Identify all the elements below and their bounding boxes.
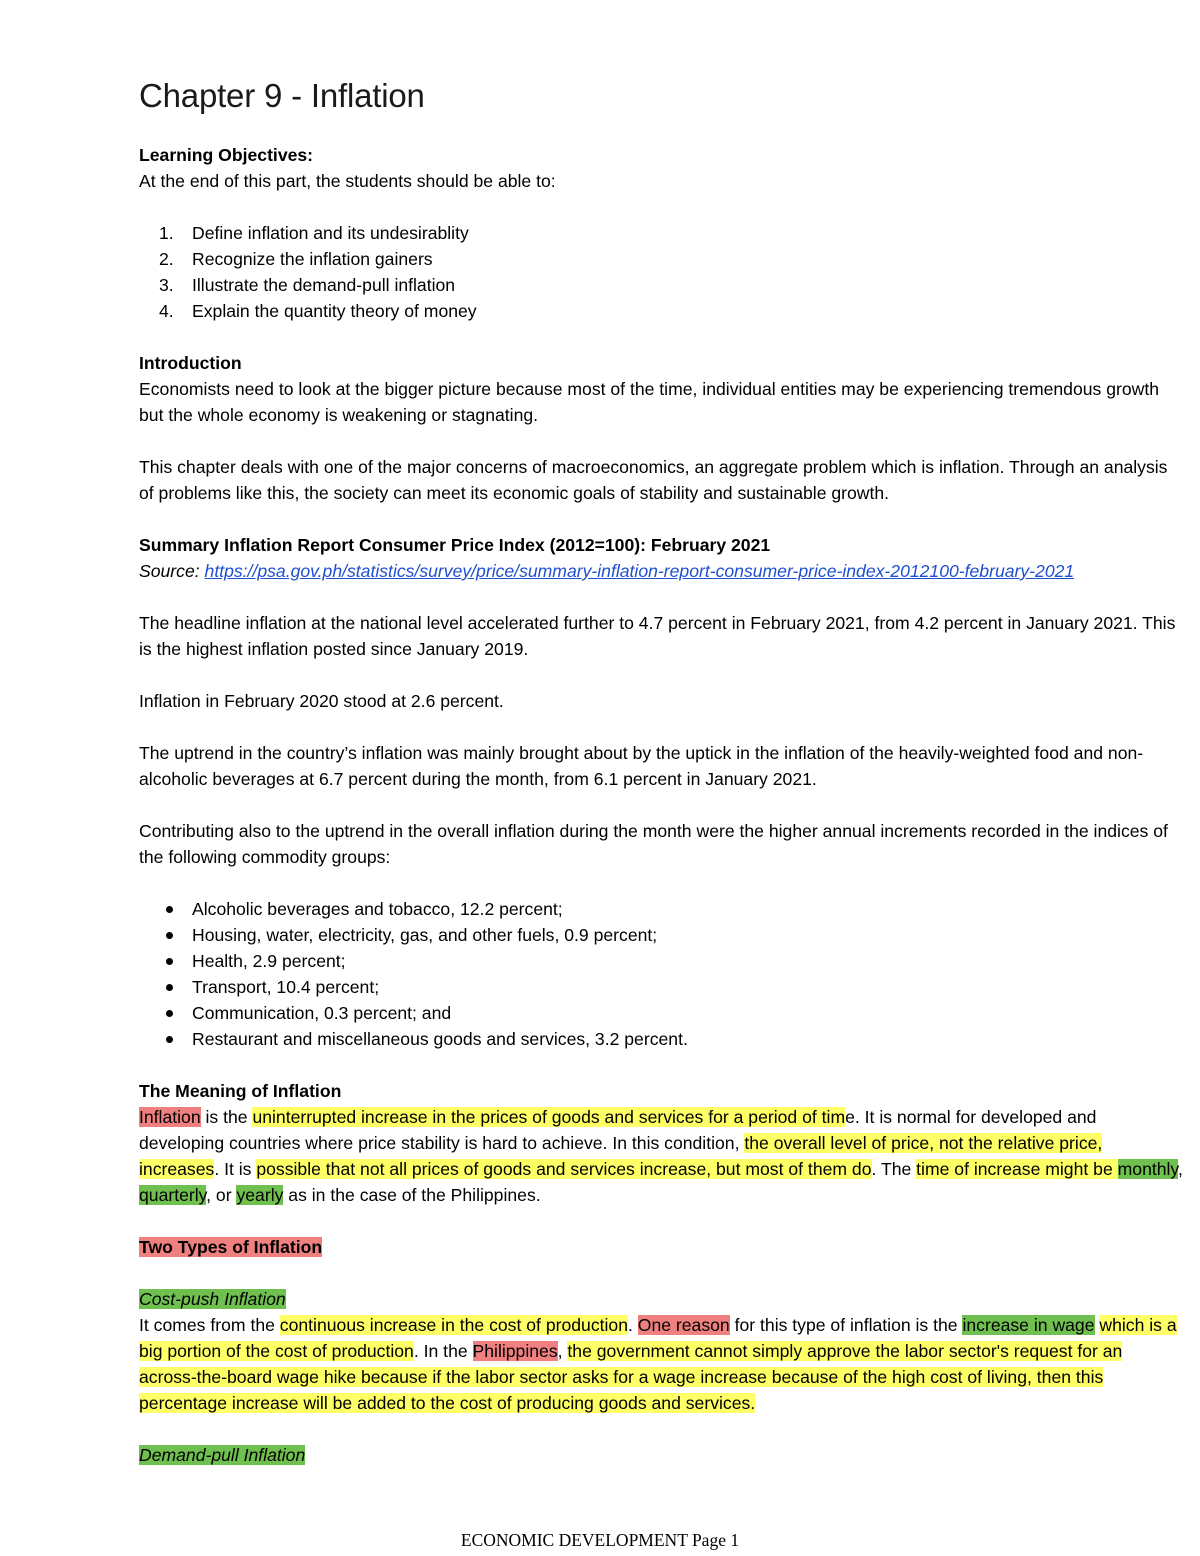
bullet-icon bbox=[166, 1036, 173, 1043]
cost-push-paragraph: It comes from the continuous increase in the cost of production. One reason for this type of inflation is the increase in wage which is a big portion of the cost of production. In the Philippines, the government cannot simply approve the labor sector's request for an across-the-board wage hike because if the labor sector asks for a wage increase because of the high cost of living, then this percentage increase will be added to the cost of producing goods and services. bbox=[139, 1315, 1177, 1413]
demand-pull-heading: Demand-pull Inflation bbox=[139, 1445, 306, 1465]
footer-page-label: Page bbox=[687, 1530, 731, 1550]
introduction-paragraph-1: Economists need to look at the bigger picture because most of the time, individual entities may be experiencing tremendous growth but the whole economy is weakening or stagnating. bbox=[139, 379, 1160, 425]
introduction-paragraph-2: This chapter deals with one of the major concerns of macroeconomics, an aggregate problem which is inflation. Through an analysis of problems like this, the society can meet its economic goals of stability and sustainable growth. bbox=[139, 457, 1168, 503]
report-paragraph-4: Contributing also to the uptrend in the overall inflation during the month were the higher annual increments recorded in the indices of the following commodity groups: bbox=[139, 821, 1168, 867]
list-item: Housing, water, electricity, gas, and other fuels, 0.9 percent; bbox=[139, 922, 1184, 948]
list-item: Health, 2.9 percent; bbox=[139, 948, 1184, 974]
page-footer bbox=[0, 1529, 1200, 1551]
list-item: Transport, 10.4 percent; bbox=[139, 974, 1184, 1000]
list-item: Restaurant and miscellaneous goods and services, 3.2 percent. bbox=[139, 1026, 1184, 1052]
page-content bbox=[139, 72, 1184, 1468]
introduction-heading: Introduction bbox=[139, 353, 242, 373]
objectives-intro: At the end of this part, the students should be able to: bbox=[139, 171, 556, 191]
objectives-heading: Learning Objectives: bbox=[139, 145, 314, 165]
meaning-paragraph: Inflation is the uninterrupted increase in the prices of goods and services for a period of time. It is normal for developed and developing countries where price stability is hard to achieve. In this condition, the overall level of price, not the relative price, increases. It is possible that not all prices of goods and services increase, but most of them do. The time of increase might be monthly, quarterly, or yearly as in the case of the Philippines. bbox=[139, 1107, 1183, 1205]
footer-course: ECONOMIC DEVELOPMENT bbox=[460, 1530, 688, 1550]
footer-page-number: 1 bbox=[730, 1530, 740, 1550]
list-item: 2. Recognize the inflation gainers bbox=[159, 249, 433, 269]
list-item: Alcoholic beverages and tobacco, 12.2 percent; bbox=[139, 896, 1184, 922]
report-source bbox=[139, 558, 1184, 584]
bullet-icon bbox=[166, 906, 173, 913]
report-heading: Summary Inflation Report Consumer Price Index (2012=100): February 2021 bbox=[139, 535, 771, 555]
types-heading: Two Types of Inflation bbox=[139, 1237, 323, 1257]
objectives-list bbox=[139, 220, 1184, 324]
bullet-icon bbox=[166, 932, 173, 939]
cost-push-heading: Cost-push Inflation bbox=[139, 1289, 286, 1309]
list-item: 1. Define inflation and its undesirablity bbox=[159, 223, 469, 243]
report-paragraph-3: The uptrend in the country’s inflation was mainly brought about by the uptick in the inflation of the heavily-weighted food and non-alcoholic beverages at 6.7 percent during the month, from 6.1 percent in January 2021. bbox=[139, 743, 1144, 789]
bullet-icon bbox=[166, 1010, 173, 1017]
chapter-title: Chapter 9 - Inflation bbox=[139, 77, 425, 114]
source-label: Source: bbox=[139, 561, 205, 581]
list-item: Communication, 0.3 percent; and bbox=[139, 1000, 1184, 1026]
source-link[interactable]: https://psa.gov.ph/statistics/survey/price/summary-inflation-report-consumer-price-index-2012100-february-2021 bbox=[204, 561, 1075, 581]
report-paragraph-1: The headline inflation at the national level accelerated further to 4.7 percent in February 2021, from 4.2 percent in January 2021. This is the highest inflation posted since January 2019. bbox=[139, 613, 1176, 659]
report-paragraph-2: Inflation in February 2020 stood at 2.6 percent. bbox=[139, 691, 504, 711]
meaning-heading: The Meaning of Inflation bbox=[139, 1081, 342, 1101]
commodity-list bbox=[139, 896, 1184, 1052]
list-item: 3. Illustrate the demand-pull inflation bbox=[159, 275, 456, 295]
bullet-icon bbox=[166, 984, 173, 991]
list-item: 4. Explain the quantity theory of money bbox=[159, 301, 477, 321]
bullet-icon bbox=[166, 958, 173, 965]
